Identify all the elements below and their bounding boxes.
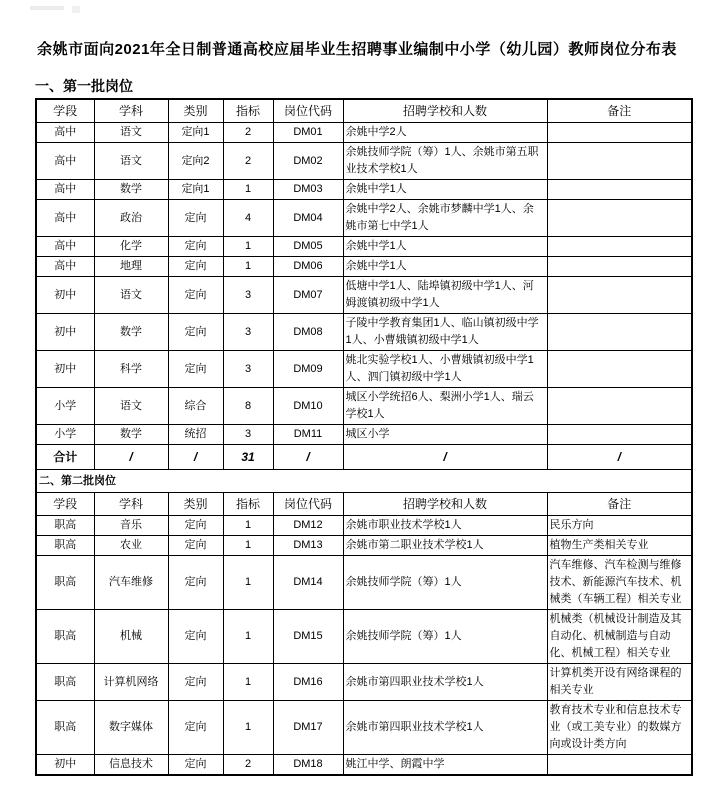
positions-table (35, 98, 693, 776)
cell-category: 定向 (168, 755, 223, 776)
cell-category: 定向 (168, 200, 223, 237)
table-row (36, 314, 692, 351)
cell-code: DM18 (273, 755, 343, 776)
cell-stage: 高中 (36, 200, 94, 237)
cell-quota: 1 (223, 180, 273, 200)
cell-subject: 语文 (94, 143, 168, 180)
table-row (36, 123, 692, 143)
cell-stage: 高中 (36, 123, 94, 143)
table-row (36, 701, 692, 755)
column-header: 岗位代码 (273, 99, 343, 123)
table-row (36, 388, 692, 425)
cell-subject: 数字媒体 (94, 701, 168, 755)
cell-code: DM06 (273, 257, 343, 277)
column-header-row (36, 493, 692, 516)
cell-subject: / (94, 445, 168, 470)
section-heading-row (36, 470, 692, 493)
page-title: 余姚市面向2021年全日制普通高校应届毕业生招聘事业编制中小学（幼儿园）教师岗位分布表 (37, 41, 677, 58)
column-header: 指标 (223, 99, 273, 123)
cell-stage: 高中 (36, 237, 94, 257)
table-row (36, 200, 692, 237)
cell-subject: 科学 (94, 351, 168, 388)
cell-subject: 计算机网络 (94, 664, 168, 701)
cell-code: DM12 (273, 516, 343, 536)
cell-schools: 城区小学统招6人、梨洲小学1人、瑞云学校1人 (343, 388, 547, 425)
cell-schools: 余姚技师学院（筹）1人 (343, 556, 547, 610)
table-row (36, 277, 692, 314)
cell-stage: 职高 (36, 516, 94, 536)
cell-code: DM15 (273, 610, 343, 664)
cell-subject: 语文 (94, 123, 168, 143)
table-row (36, 664, 692, 701)
column-header: 学段 (36, 99, 94, 123)
cell-quota: 2 (223, 123, 273, 143)
cell-category: 定向 (168, 664, 223, 701)
cell-quota: 1 (223, 516, 273, 536)
cell-category: 定向 (168, 610, 223, 664)
cell-remark: 教育技术专业和信息技术专业（或工美专业）的数媒方向或设计类方向 (547, 701, 692, 755)
cell-code: / (273, 445, 343, 470)
cell-stage: 高中 (36, 257, 94, 277)
column-header-row (36, 99, 692, 123)
cell-remark: 计算机类开设有网络课程的相关专业 (547, 664, 692, 701)
table-row (36, 257, 692, 277)
scan-artifact (30, 6, 64, 10)
cell-category: 定向 (168, 314, 223, 351)
cell-schools: / (343, 445, 547, 470)
cell-schools: 子陵中学教育集团1人、临山镇初级中学1人、小曹娥镇初级中学1人 (343, 314, 547, 351)
cell-code: DM02 (273, 143, 343, 180)
cell-category: / (168, 445, 223, 470)
cell-schools: 余姚中学2人、余姚市梦麟中学1人、余姚市第七中学1人 (343, 200, 547, 237)
cell-code: DM09 (273, 351, 343, 388)
batch2-heading: 二、第二批岗位 (36, 470, 692, 493)
cell-quota: 1 (223, 556, 273, 610)
cell-schools: 余姚市第二职业技术学校1人 (343, 536, 547, 556)
cell-schools: 余姚中学1人 (343, 257, 547, 277)
cell-remark (547, 755, 692, 776)
column-header: 类别 (168, 493, 223, 516)
cell-subject: 数学 (94, 180, 168, 200)
cell-category: 定向 (168, 351, 223, 388)
table-row (36, 180, 692, 200)
cell-stage: 高中 (36, 180, 94, 200)
cell-code: DM11 (273, 425, 343, 445)
cell-remark (547, 257, 692, 277)
cell-code: DM14 (273, 556, 343, 610)
column-header: 指标 (223, 493, 273, 516)
cell-code: DM03 (273, 180, 343, 200)
column-header: 岗位代码 (273, 493, 343, 516)
cell-category: 定向 (168, 701, 223, 755)
column-header: 学段 (36, 493, 94, 516)
cell-stage: 小学 (36, 425, 94, 445)
cell-category: 综合 (168, 388, 223, 425)
cell-quota: 2 (223, 755, 273, 776)
cell-code: DM08 (273, 314, 343, 351)
column-header: 学科 (94, 493, 168, 516)
cell-quota: 31 (223, 445, 273, 470)
cell-code: DM05 (273, 237, 343, 257)
cell-schools: 姚江中学、朗霞中学 (343, 755, 547, 776)
cell-remark (547, 237, 692, 257)
cell-quota: 1 (223, 664, 273, 701)
cell-remark (547, 143, 692, 180)
cell-quota: 1 (223, 257, 273, 277)
cell-category: 定向2 (168, 143, 223, 180)
cell-subject: 农业 (94, 536, 168, 556)
cell-category: 定向 (168, 516, 223, 536)
cell-quota: 3 (223, 277, 273, 314)
cell-subject: 数学 (94, 314, 168, 351)
cell-quota: 1 (223, 536, 273, 556)
cell-remark (547, 314, 692, 351)
column-header: 备注 (547, 99, 692, 123)
table-row (36, 610, 692, 664)
cell-quota: 1 (223, 701, 273, 755)
cell-subject: 政治 (94, 200, 168, 237)
cell-quota: 8 (223, 388, 273, 425)
cell-stage: 职高 (36, 664, 94, 701)
cell-schools: 低塘中学1人、陆埠镇初级中学1人、河姆渡镇初级中学1人 (343, 277, 547, 314)
total-row (36, 445, 692, 470)
cell-code: DM13 (273, 536, 343, 556)
cell-stage: 初中 (36, 314, 94, 351)
column-header: 学科 (94, 99, 168, 123)
cell-schools: 余姚中学2人 (343, 123, 547, 143)
table-row (36, 536, 692, 556)
cell-subject: 汽车维修 (94, 556, 168, 610)
cell-subject: 化学 (94, 237, 168, 257)
table-row (36, 143, 692, 180)
batch2-body (36, 470, 692, 776)
cell-code: DM01 (273, 123, 343, 143)
cell-subject: 信息技术 (94, 755, 168, 776)
cell-schools: 姚北实验学校1人、小曹娥镇初级中学1人、泗门镇初级中学1人 (343, 351, 547, 388)
cell-stage: 小学 (36, 388, 94, 425)
cell-schools: 余姚市第四职业技术学校1人 (343, 664, 547, 701)
cell-code: DM10 (273, 388, 343, 425)
cell-remark (547, 425, 692, 445)
cell-quota: 3 (223, 314, 273, 351)
cell-stage: 初中 (36, 277, 94, 314)
cell-remark: 机械类（机械设计制造及其自动化、机械制造与自动化、机械工程）相关专业 (547, 610, 692, 664)
cell-code: DM07 (273, 277, 343, 314)
column-header: 备注 (547, 493, 692, 516)
cell-stage: 职高 (36, 701, 94, 755)
cell-subject: 语文 (94, 388, 168, 425)
cell-schools: 余姚技师学院（筹）1人、余姚市第五职业技术学校1人 (343, 143, 547, 180)
table-row (36, 237, 692, 257)
cell-code: DM04 (273, 200, 343, 237)
cell-subject: 音乐 (94, 516, 168, 536)
cell-subject: 数学 (94, 425, 168, 445)
cell-category: 定向1 (168, 123, 223, 143)
cell-category: 定向 (168, 277, 223, 314)
cell-remark (547, 180, 692, 200)
cell-remark: 民乐方向 (547, 516, 692, 536)
table-row (36, 351, 692, 388)
scan-artifact (72, 6, 80, 13)
cell-category: 定向 (168, 556, 223, 610)
cell-schools: 余姚技师学院（筹）1人 (343, 610, 547, 664)
cell-stage: 职高 (36, 556, 94, 610)
table-row (36, 755, 692, 776)
column-header: 招聘学校和人数 (343, 493, 547, 516)
cell-schools: 余姚中学1人 (343, 180, 547, 200)
cell-quota: 1 (223, 237, 273, 257)
cell-code: DM16 (273, 664, 343, 701)
cell-category: 定向1 (168, 180, 223, 200)
cell-remark (547, 388, 692, 425)
cell-remark: 植物生产类相关专业 (547, 536, 692, 556)
cell-quota: 3 (223, 425, 273, 445)
cell-stage: 初中 (36, 351, 94, 388)
cell-stage: 职高 (36, 610, 94, 664)
batch1-heading: 一、第一批岗位 (35, 78, 133, 94)
cell-remark (547, 200, 692, 237)
column-header: 招聘学校和人数 (343, 99, 547, 123)
cell-category: 定向 (168, 536, 223, 556)
cell-category: 统招 (168, 425, 223, 445)
cell-quota: 1 (223, 610, 273, 664)
table-row (36, 556, 692, 610)
cell-quota: 3 (223, 351, 273, 388)
table-row (36, 425, 692, 445)
cell-remark (547, 351, 692, 388)
cell-stage: 合计 (36, 445, 94, 470)
cell-stage: 初中 (36, 755, 94, 776)
cell-schools: 余姚市第四职业技术学校1人 (343, 701, 547, 755)
cell-subject: 机械 (94, 610, 168, 664)
cell-quota: 4 (223, 200, 273, 237)
cell-stage: 高中 (36, 143, 94, 180)
cell-remark (547, 277, 692, 314)
cell-remark (547, 123, 692, 143)
cell-category: 定向 (168, 237, 223, 257)
cell-remark: 汽车维修、汽车检测与维修技术、新能源汽车技术、机械类（车辆工程）相关专业 (547, 556, 692, 610)
cell-quota: 2 (223, 143, 273, 180)
table-row (36, 516, 692, 536)
cell-stage: 职高 (36, 536, 94, 556)
batch1-body (36, 99, 692, 470)
cell-code: DM17 (273, 701, 343, 755)
cell-schools: 余姚市职业技术学校1人 (343, 516, 547, 536)
cell-schools: 城区小学 (343, 425, 547, 445)
cell-subject: 地理 (94, 257, 168, 277)
column-header: 类别 (168, 99, 223, 123)
cell-schools: 余姚中学1人 (343, 237, 547, 257)
cell-subject: 语文 (94, 277, 168, 314)
cell-remark: / (547, 445, 692, 470)
cell-category: 定向 (168, 257, 223, 277)
